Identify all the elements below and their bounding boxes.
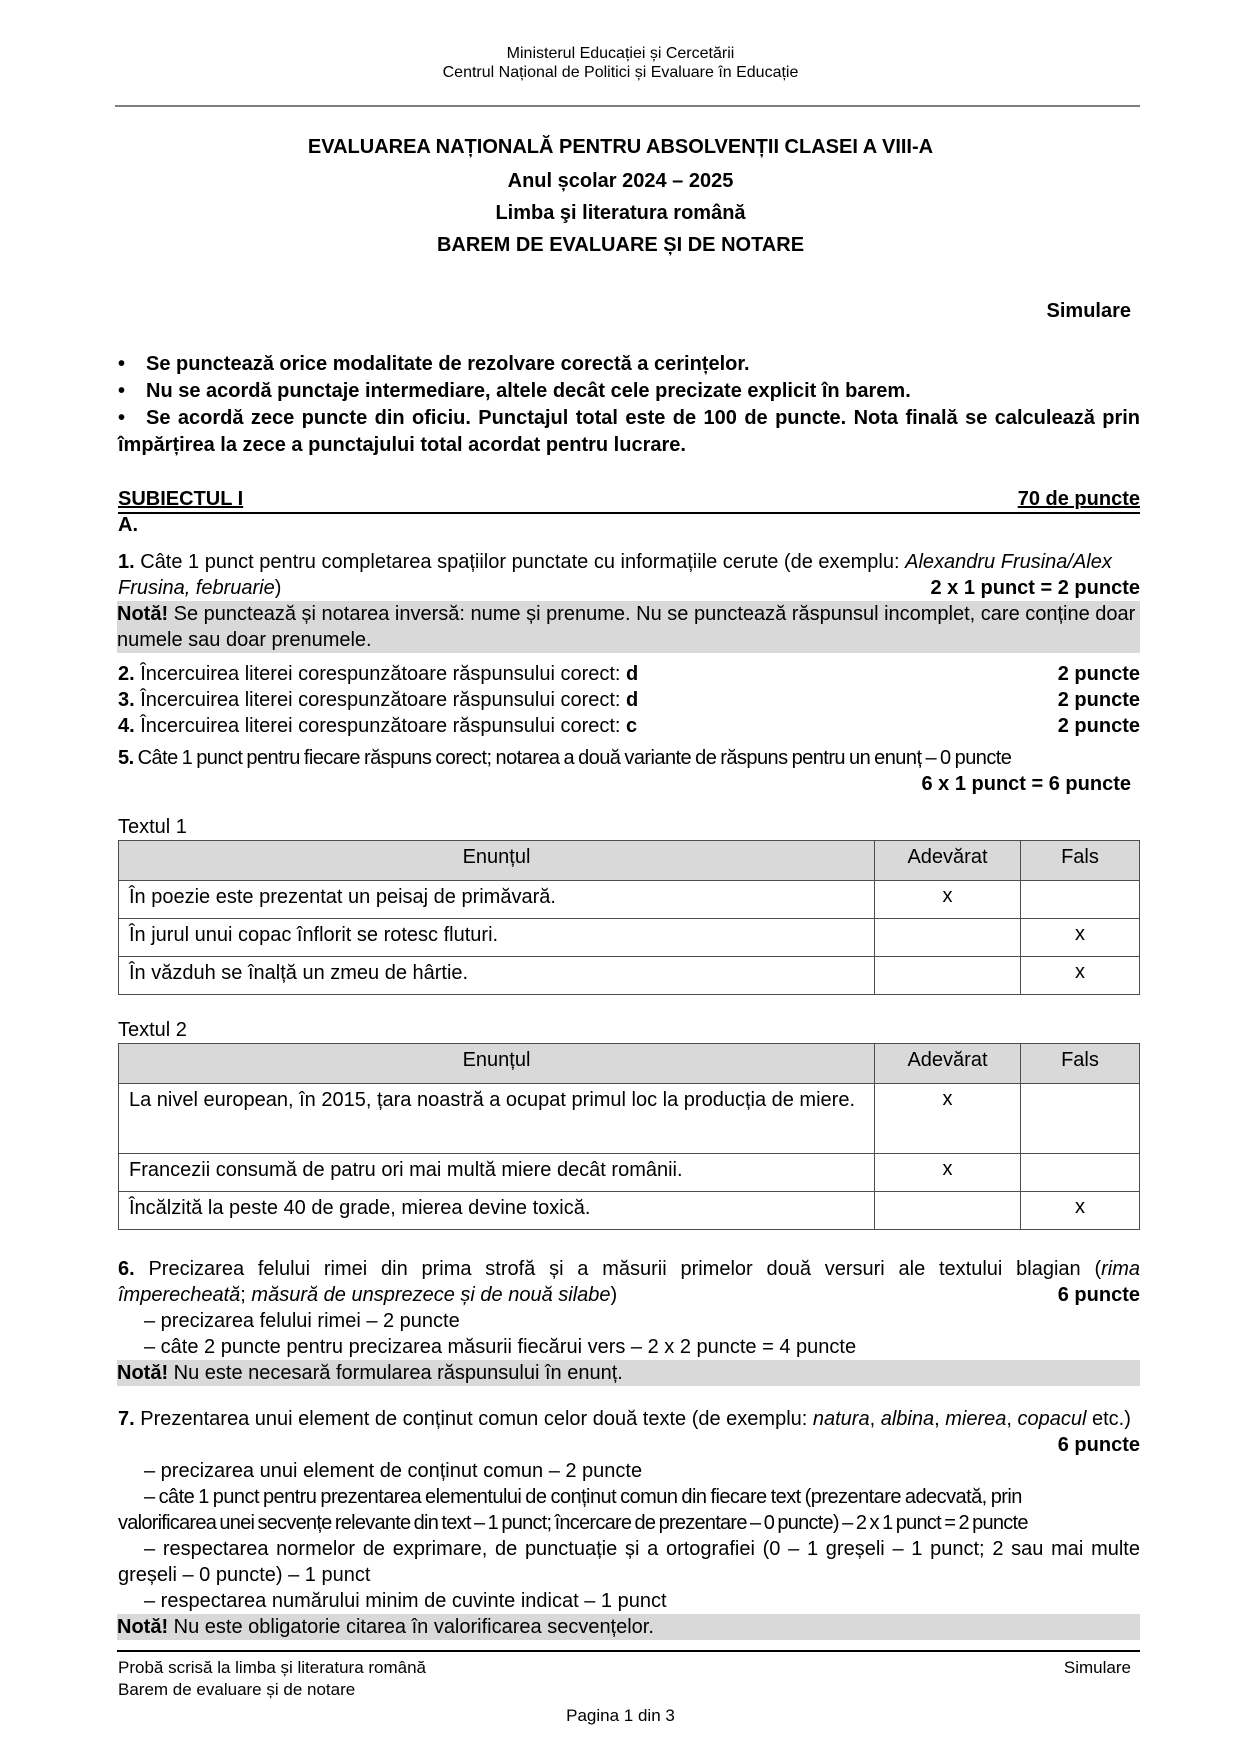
true-mark [875, 957, 1021, 995]
bullet-icon: • [118, 407, 126, 429]
false-mark: x [1021, 957, 1140, 995]
rule-item: • Se acordă zece puncte din oficiu. Punctajul total este de 100 de puncte. Nota finală se calculează prin împărțirea la zece a punctajului total acordat pentru lucrare. [118, 407, 1140, 456]
false-mark: x [1021, 1192, 1140, 1230]
false-mark [1021, 1154, 1140, 1192]
item-1-points: 2 x 1 punct = 2 puncte [930, 577, 1140, 599]
footer-doc-type: Barem de evaluare și de notare [118, 1680, 356, 1699]
criterion: valorificarea unei secvențe relevante din text – 1 punct; încercare de prezentare – 0 puncte) – 2 x 1 punct = 2 puncte [118, 1512, 1028, 1534]
item-1: 1. Câte 1 punct pentru completarea spațiilor punctate cu informațiile cerute (de exemplu: Alexandru Frusina/Alex Frusina, februarie) 2 x 1 punct = 2 puncte [118, 551, 1140, 599]
bullet-icon: • [118, 353, 126, 375]
header-false: Fals [1021, 841, 1140, 881]
item-2: 2. Încercuirea literei corespunzătoare răspunsului corect: d 2 puncte [118, 663, 1140, 685]
criterion: – respectarea numărului minim de cuvinte indicat – 1 punct [144, 1590, 667, 1612]
document-type-title: BAREM DE EVALUARE ȘI DE NOTARE [436, 234, 805, 256]
false-mark [1021, 1084, 1140, 1154]
school-year: Anul școlar 2024 – 2025 [507, 170, 734, 192]
item-7: 7. Prezentarea unui element de conținut comun celor două texte (de exemplu: natura, albina, mierea, copacul etc.) 6 puncte [118, 1408, 1140, 1456]
exam-title: EVALUAREA NAȚIONALĂ PENTRU ABSOLVENȚII CLASEI A VIII-A [307, 136, 934, 158]
part-label: A. [118, 514, 138, 536]
table-row: Încălzită la peste 40 de grade, mierea devine toxică. x [119, 1192, 1140, 1230]
item-1-note: Notă! Se punctează și notarea inversă: nume și prenume. Nu se punctează răspunsul incomplet, care conține doar numele sau doar prenumele. [117, 601, 1140, 653]
answer-letter: d [626, 689, 639, 711]
true-mark: x [875, 1154, 1021, 1192]
false-mark: x [1021, 919, 1140, 957]
table-row: În poezie este prezentat un peisaj de primăvară. x [119, 881, 1140, 919]
center-name: Centrul Național de Politici și Evaluare în Educație [442, 64, 799, 81]
header-true: Adevărat [875, 841, 1021, 881]
true-mark [875, 919, 1021, 957]
criterion: – câte 2 puncte pentru precizarea măsurii fiecărui vers – 2 x 2 puncte = 4 puncte [144, 1336, 857, 1358]
answer-letter: c [626, 715, 638, 737]
answer-letter: d [626, 663, 639, 685]
true-mark: x [875, 1084, 1021, 1154]
header-divider [115, 105, 1140, 107]
false-mark [1021, 881, 1140, 919]
item-3-points: 2 puncte [1057, 689, 1140, 711]
table-row: Francezii consumă de patru ori mai multă miere decât românii. x [119, 1154, 1140, 1192]
item-7-note: Notă! Nu este obligatorie citarea în valorificarea secvențelor. [117, 1614, 1140, 1640]
criterion: – precizarea unui element de conținut comun – 2 puncte [144, 1460, 643, 1482]
header-statement: Enunțul [119, 841, 875, 881]
item-7-points: 6 puncte [1057, 1434, 1140, 1456]
section-title: SUBIECTUL I [118, 488, 244, 510]
true-false-table-2 [118, 1043, 1140, 1230]
header-false: Fals [1021, 1044, 1140, 1084]
table-1-label: Textul 1 [118, 816, 187, 838]
general-rules-list [118, 351, 1140, 459]
item-2-points: 2 puncte [1057, 663, 1140, 685]
table-row: La nivel european, în 2015, țara noastră a ocupat primul loc la producția de miere. x [119, 1084, 1140, 1154]
ministry-name: Ministerul Educației și Cercetării [506, 45, 735, 62]
section-heading [118, 486, 1140, 514]
true-false-table-1 [118, 840, 1140, 995]
table-row: În văzduh se înalță un zmeu de hârtie. x [119, 957, 1140, 995]
true-mark [875, 1192, 1021, 1230]
table-2-label: Textul 2 [118, 1019, 187, 1041]
footer-divider [117, 1650, 1140, 1652]
section-points: 70 de puncte [1017, 488, 1140, 510]
rule-item: • Se punctează orice modalitate de rezolvare corectă a cerințelor. [118, 351, 1140, 378]
criterion: – respectarea normelor de exprimare, de punctuație și a ortografiei (0 – 1 greșeli – 1 punct; 2 sau mai multe greșeli – 0 puncte) – 1 punct [118, 1538, 1140, 1586]
item-6-note: Notă! Nu este necesară formularea răspunsului în enunț. [117, 1360, 1140, 1386]
rule-item: • Nu se acordă punctaje intermediare, altele decât cele precizate explicit în barem. [118, 378, 1140, 405]
table-row: În jurul unui copac înflorit se rotesc fluturi. x [119, 919, 1140, 957]
header-true: Adevărat [875, 1044, 1021, 1084]
table-header-row [119, 1044, 1140, 1084]
bullet-icon: • [118, 380, 126, 402]
criterion: – câte 1 punct pentru prezentarea elementului de conținut comun din fiecare text (prezentare adecvată, prin [144, 1486, 1022, 1508]
variant-label: Simulare [1046, 300, 1131, 322]
subject-name: Limba şi literatura română [495, 202, 746, 224]
item-6-points: 6 puncte [1057, 1284, 1140, 1306]
item-5: 5. Câte 1 punct pentru fiecare răspuns corect; notarea a două variante de răspuns pentru un enunț – 0 puncte [118, 747, 1012, 769]
item-6: 6. Precizarea felului rimei din prima strofă și a măsurii primelor două versuri ale textului blagian (rima împerecheată; măsură de unsprezece și de nouă silabe) 6 puncte [118, 1258, 1140, 1306]
footer-exam-name: Probă scrisă la limba și literatura română [118, 1658, 427, 1677]
item-5-points: 6 x 1 punct = 6 puncte [921, 773, 1131, 795]
criterion: – precizarea felului rimei – 2 puncte [144, 1310, 460, 1332]
item-4: 4. Încercuirea literei corespunzătoare răspunsului corect: c 2 puncte [118, 715, 1140, 737]
header-statement: Enunțul [119, 1044, 875, 1084]
page-number: Pagina 1 din 3 [566, 1706, 675, 1725]
item-3: 3. Încercuirea literei corespunzătoare răspunsului corect: d 2 puncte [118, 689, 1140, 711]
true-mark: x [875, 881, 1021, 919]
table-header-row [119, 841, 1140, 881]
item-4-points: 2 puncte [1057, 715, 1140, 737]
footer-variant: Simulare [1063, 1658, 1131, 1677]
